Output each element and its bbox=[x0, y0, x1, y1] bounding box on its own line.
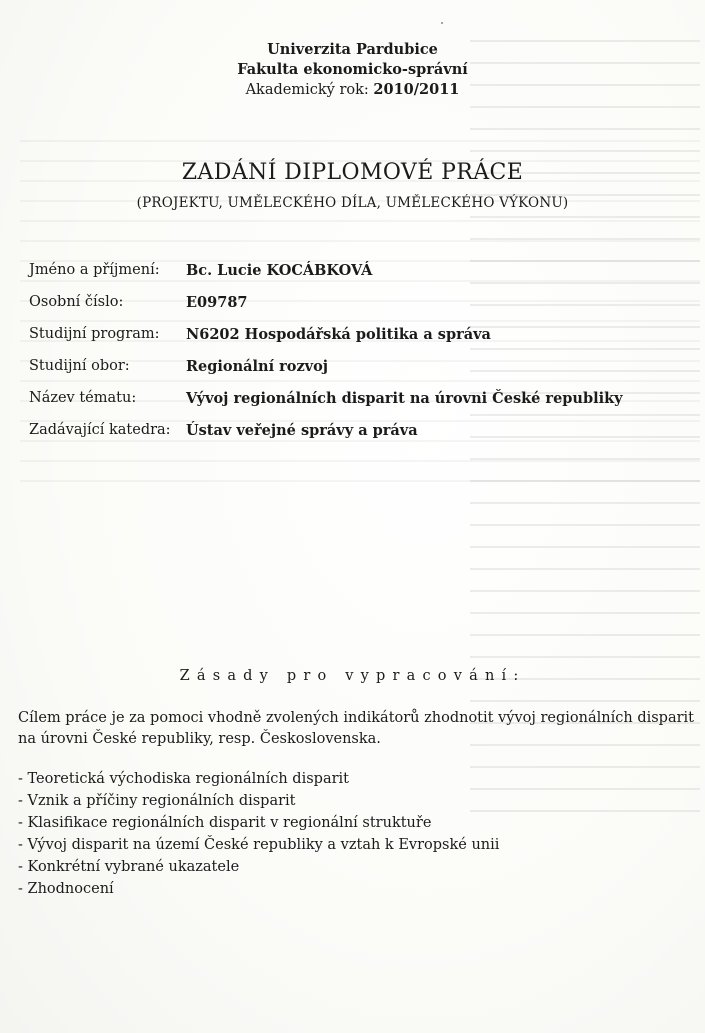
info-label: Osobní číslo: bbox=[29, 294, 124, 310]
info-label: Studijní program: bbox=[29, 326, 160, 342]
info-row-department bbox=[29, 422, 679, 454]
info-value: E09787 bbox=[186, 294, 248, 311]
info-value: Regionální rozvoj bbox=[186, 358, 329, 375]
info-row-topic bbox=[29, 390, 679, 422]
info-value: N6202 Hospodářská politika a správa bbox=[186, 326, 491, 343]
info-label: Název tématu: bbox=[29, 390, 137, 406]
list-item: - Klasifikace regionálních disparit v regionální struktuře bbox=[18, 815, 432, 831]
info-row-name bbox=[29, 262, 679, 294]
document-title: ZADÁNÍ DIPLOMOVÉ PRÁCE bbox=[181, 160, 524, 185]
student-info-table bbox=[29, 262, 679, 454]
info-value: Ústav veřejné správy a práva bbox=[186, 422, 418, 439]
info-value: Bc. Lucie KOCÁBKOVÁ bbox=[186, 262, 373, 279]
list-item: - Teoretická východiska regionálních disparit bbox=[18, 771, 349, 787]
info-value: Vývoj regionálních disparit na úrovni České republiky bbox=[186, 390, 623, 407]
document-subtitle: (PROJEKTU, UMĚLECKÉHO DÍLA, UMĚLECKÉHO VÝKONU) bbox=[136, 195, 569, 211]
faculty-name: Fakulta ekonomicko-správní bbox=[237, 61, 468, 78]
academic-year bbox=[0, 80, 705, 100]
academic-year-value: 2010/2011 bbox=[373, 81, 460, 98]
principles-list bbox=[18, 768, 698, 900]
principles-intro: Cílem práce je za pomoci vhodně zvolených indikátorů zhodnotit vývoj regionálních disparit na úrovni České republiky, resp. Československa. bbox=[18, 710, 695, 747]
info-label: Zadávající katedra: bbox=[29, 422, 171, 438]
principles-heading: Zásady pro vypracování: bbox=[179, 668, 526, 684]
info-row-study-field bbox=[29, 358, 679, 390]
list-item: - Vývoj disparit na území České republiky a vztah k Evropské unii bbox=[18, 837, 500, 853]
scan-speck bbox=[441, 22, 443, 24]
document-header bbox=[0, 40, 705, 100]
list-item: - Konkrétní vybrané ukazatele bbox=[18, 859, 240, 875]
list-item: - Vznik a příčiny regionálních disparit bbox=[18, 793, 296, 809]
info-row-study-program bbox=[29, 326, 679, 358]
academic-year-label: Akademický rok: bbox=[245, 82, 369, 98]
info-label: Jméno a příjmení: bbox=[29, 262, 160, 278]
info-row-personal-number bbox=[29, 294, 679, 326]
info-label: Studijní obor: bbox=[29, 358, 130, 374]
list-item: - Zhodnocení bbox=[18, 881, 114, 897]
university-name: Univerzita Pardubice bbox=[267, 41, 438, 58]
